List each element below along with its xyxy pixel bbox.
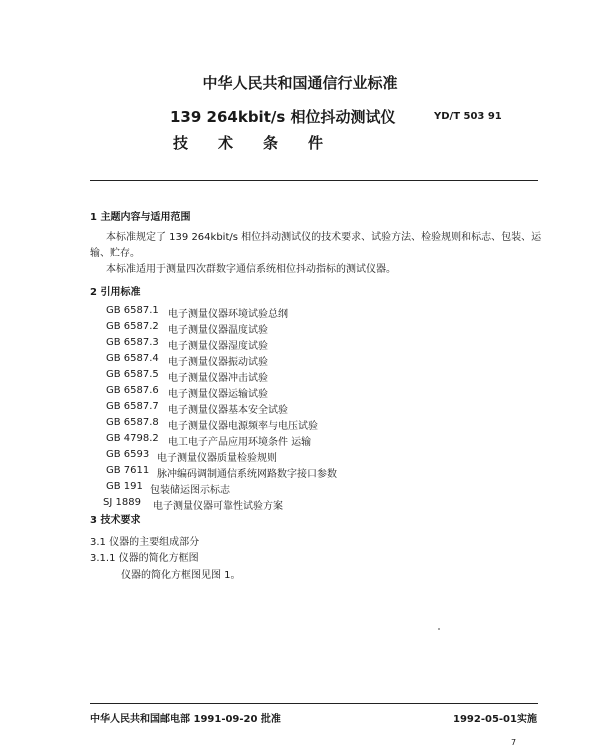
section-3-heading: 3 技术要求: [90, 515, 141, 526]
reference-code: GB 6587.4: [106, 353, 159, 364]
reference-code: GB 6587.8: [106, 417, 159, 428]
reference-title: 电子测量仪器湿度试验: [168, 341, 268, 352]
section-2-heading: 2 引用标准: [90, 287, 141, 298]
approval-line: 中华人民共和国邮电部 1991-09-20 批准: [90, 714, 281, 725]
reference-code: GB 4798.2: [106, 433, 159, 444]
reference-code: GB 6587.3: [106, 337, 159, 348]
document-title: 139 264kbit/s 相位抖动测试仪: [170, 108, 396, 126]
reference-code: SJ 1889: [103, 497, 141, 508]
reference-title: 电子测量仪器温度试验: [168, 325, 268, 336]
page-number: 7: [511, 738, 517, 747]
reference-code: GB 6587.7: [106, 401, 159, 412]
footer-divider: [90, 703, 538, 704]
scan-speck: [438, 628, 440, 630]
reference-code: GB 6587.1: [106, 305, 159, 316]
section-1-heading: 1 主题内容与适用范围: [90, 212, 191, 223]
reference-title: 电子测量仪器冲击试验: [168, 373, 268, 384]
subsection-3-1-1-heading: 3.1.1 仪器的简化方框图: [90, 553, 199, 564]
section-1-paragraph-2: 本标准适用于测量四次群数字通信系统相位抖动指标的测试仪器。: [106, 264, 396, 275]
document-subtitle: 技术条件: [173, 134, 354, 152]
reference-title: 电子测量仪器电源频率与电压试验: [168, 421, 318, 432]
standard-code: YD/T 503 91: [434, 111, 502, 122]
section-1-paragraph-1-line-2: 输、贮存。: [90, 248, 140, 259]
reference-code: GB 6587.6: [106, 385, 159, 396]
reference-title: 包装储运图示标志: [150, 485, 230, 496]
reference-title: 脉冲编码调制通信系统网路数字接口参数: [157, 469, 337, 480]
reference-title: 电子测量仪器环境试验总纲: [168, 309, 288, 320]
reference-code: GB 6587.5: [106, 369, 159, 380]
reference-title: 电子测量仪器运输试验: [168, 389, 268, 400]
org-title: 中华人民共和国通信行业标准: [202, 74, 398, 92]
reference-code: GB 191: [106, 481, 143, 492]
subsection-3-1-heading: 3.1 仪器的主要组成部分: [90, 537, 200, 548]
section-1-paragraph-1-line-1: 本标准规定了 139 264kbit/s 相位抖动测试仪的技术要求、试验方法、检验规则和标志、包装、运: [106, 232, 542, 243]
reference-title: 电工电子产品应用环境条件 运输: [168, 437, 312, 448]
reference-code: GB 6587.2: [106, 321, 159, 332]
reference-title: 电子测量仪器可靠性试验方案: [153, 501, 283, 512]
reference-code: GB 7611: [106, 465, 150, 476]
reference-code: GB 6593: [106, 449, 150, 460]
reference-title: 电子测量仪器基本安全试验: [168, 405, 288, 416]
reference-title: 电子测量仪器质量检验规则: [157, 453, 277, 464]
subsection-3-1-1-text: 仪器的简化方框图见图 1。: [121, 570, 241, 581]
header-divider: [90, 180, 538, 181]
reference-title: 电子测量仪器振动试验: [168, 357, 268, 368]
effective-date: 1992-05-01实施: [453, 714, 537, 725]
